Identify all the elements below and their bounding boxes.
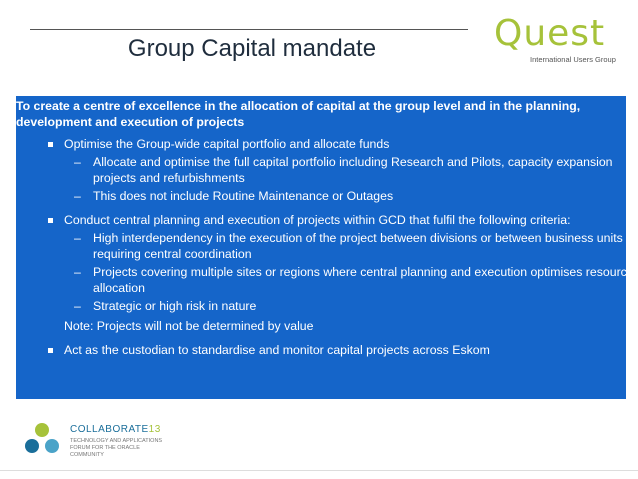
dash-icon: – <box>74 155 81 169</box>
sub-bullet-item <box>16 154 638 186</box>
collaborate-mark-icon <box>22 420 62 460</box>
sub-bullet-item <box>16 298 638 314</box>
note-text: Note: Projects will not be determined by value <box>64 319 314 333</box>
bullet-text: Conduct central planning and execution of projects within GCD that fulfil the following criteria: <box>64 213 571 227</box>
dash-icon: – <box>74 299 81 313</box>
collaborate-tagline: TECHNOLOGY AND APPLICATIONS FORUM FOR THE ORACLE COMMUNITY <box>70 438 163 458</box>
slide-title: Group Capital mandate <box>127 35 377 62</box>
dash-icon: – <box>74 265 81 279</box>
bullet-icon <box>48 348 53 353</box>
title-rule <box>30 29 468 30</box>
sub-bullet-item <box>16 188 638 204</box>
footer-rule <box>0 470 638 471</box>
collaborate-wordmark: COLLABORATE13 <box>70 424 161 435</box>
bullet-item <box>16 342 638 358</box>
dash-icon: – <box>74 231 81 245</box>
sub-bullet-text: High interdependency in the execution of the project between divisions or between business units requiring central coordination <box>93 231 623 261</box>
sub-bullet-text: This does not include Routine Maintenance or Outages <box>93 189 394 203</box>
intro-statement: To create a centre of excellence in the allocation of capital at the group level and in the planning, development and execution of projects <box>16 99 581 129</box>
quest-logo-word: Quest <box>494 13 606 54</box>
quest-logo-subtitle: International Users Group <box>530 55 616 64</box>
bullet-text: Act as the custodian to standardise and monitor capital projects across Eskom <box>64 343 490 357</box>
bullet-text: Optimise the Group-wide capital portfolio and allocate funds <box>64 137 390 151</box>
sub-bullet-text: Allocate and optimise the full capital portfolio including Research and Pilots, capacity expansion projects and refurbishments <box>93 155 613 185</box>
collaborate-logo <box>22 420 192 460</box>
sub-bullet-text: Projects covering multiple sites or regions where central planning and execution optimises resource allocation <box>93 265 634 295</box>
sub-bullet-item <box>16 264 638 296</box>
dash-icon: – <box>74 189 81 203</box>
sub-bullet-text: Strategic or high risk in nature <box>93 299 257 313</box>
bullet-item <box>16 136 638 152</box>
quest-logo <box>494 13 616 68</box>
bullet-icon <box>48 142 53 147</box>
content-text <box>16 96 638 358</box>
bullet-item <box>16 212 638 228</box>
bullet-icon <box>48 218 53 223</box>
sub-bullet-item <box>16 230 638 262</box>
